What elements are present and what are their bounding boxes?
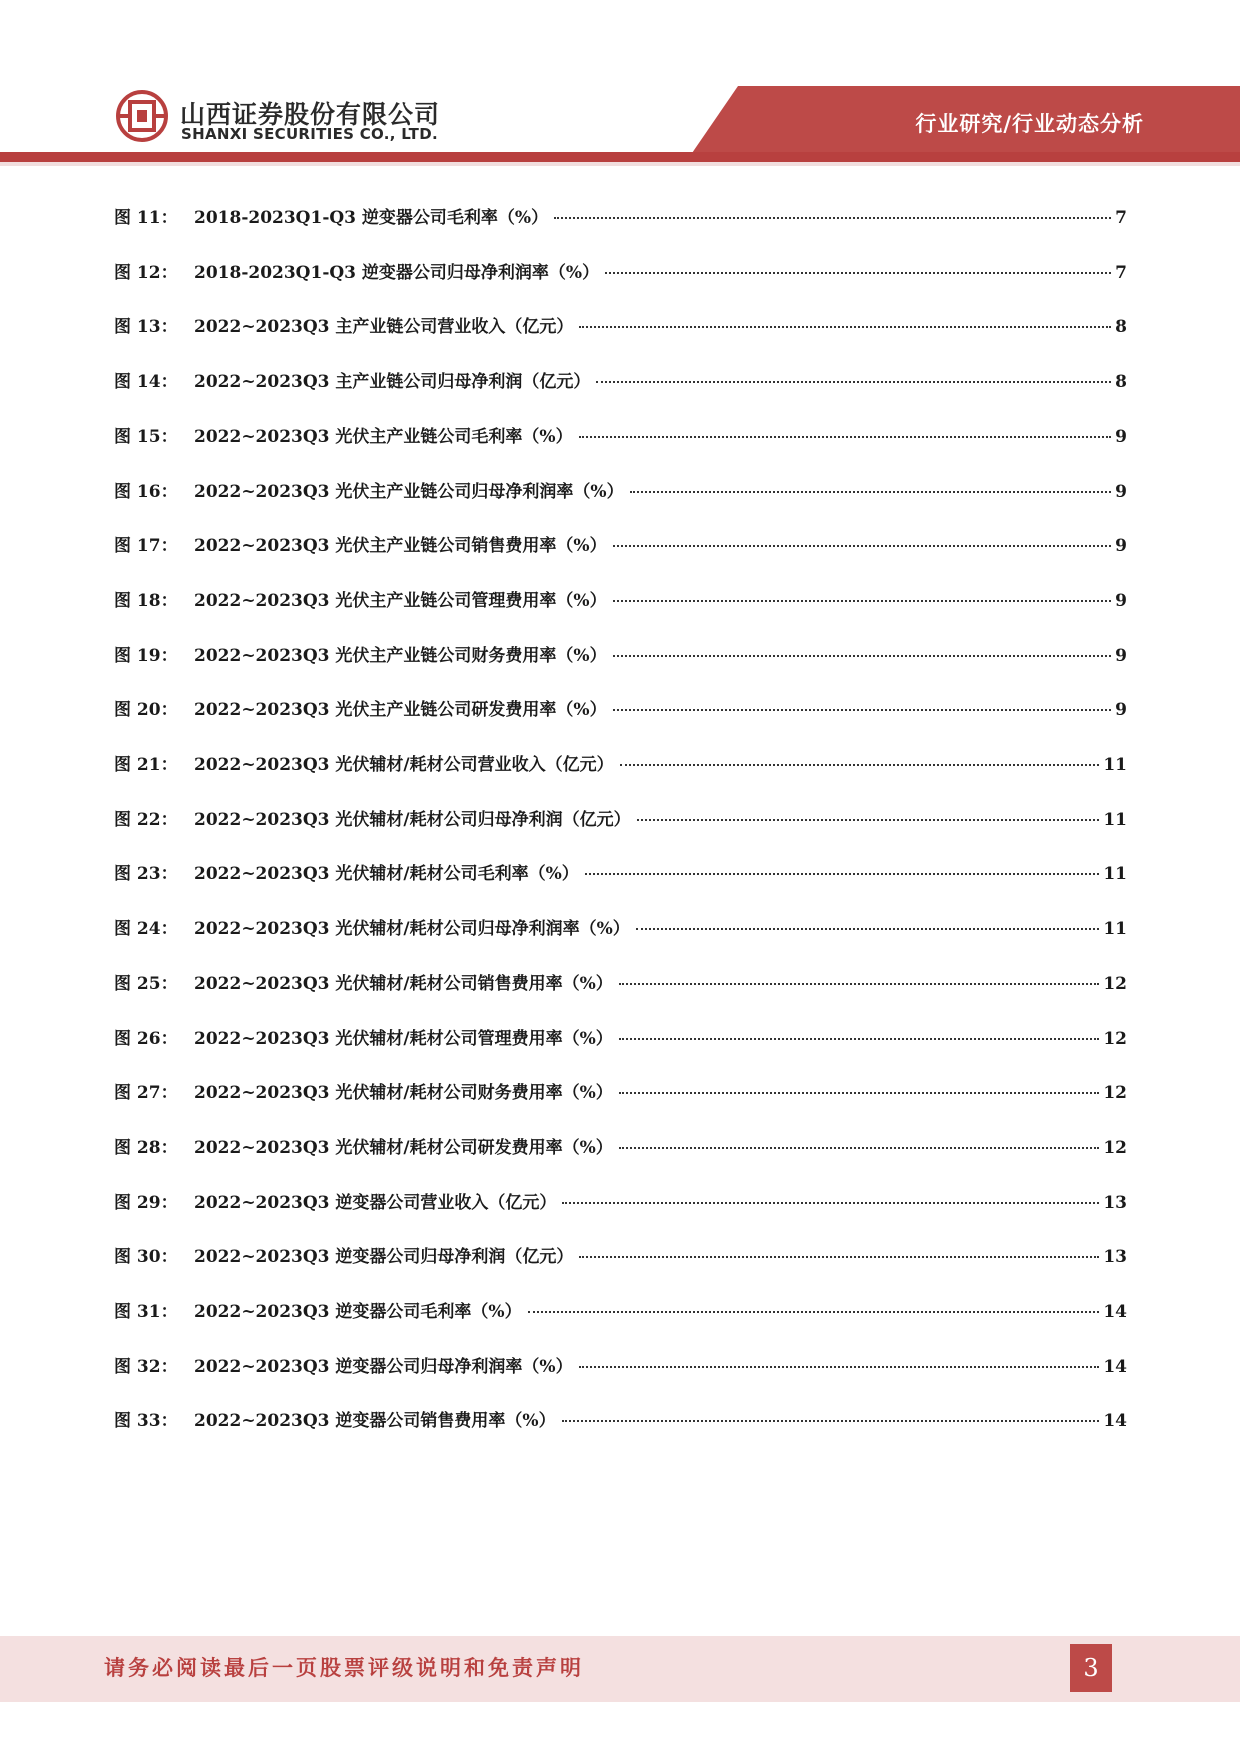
toc-entry-title: 2022~2023Q3 光伏辅材/耗材公司财务费用率（%） <box>194 1083 613 1104</box>
toc-entry-label: 图 25： <box>114 973 178 994</box>
toc-entry-label: 图 14： <box>114 372 178 393</box>
toc-entry-title: 2022~2023Q3 光伏辅材/耗材公司毛利率（%） <box>194 864 579 885</box>
toc-entry[interactable] <box>114 1133 1127 1161</box>
toc-entry-page: 12 <box>1103 973 1127 994</box>
toc-entry-title: 2022~2023Q3 逆变器公司归母净利润（亿元） <box>194 1247 574 1268</box>
toc-dot-leader <box>562 1202 1099 1204</box>
toc-entry-title: 2018-2023Q1-Q3 逆变器公司归母净利润率（%） <box>194 262 600 283</box>
toc-entry-label: 图 16： <box>114 481 178 502</box>
toc-entry-label: 图 33： <box>114 1411 178 1432</box>
toc-entry-page: 8 <box>1115 317 1127 338</box>
toc-entry-title: 2022~2023Q3 主产业链公司归母净利润（亿元） <box>194 372 591 393</box>
toc-entry[interactable] <box>114 1024 1127 1052</box>
toc-entry-page: 14 <box>1103 1302 1127 1322</box>
toc-dot-leader <box>613 709 1112 711</box>
toc-dot-leader <box>579 1366 1100 1368</box>
toc-entry-page: 14 <box>1103 1356 1127 1377</box>
toc-entry-page: 11 <box>1103 919 1127 940</box>
toc-entry-page: 13 <box>1103 1192 1127 1213</box>
toc-entry-title: 2022~2023Q3 光伏辅材/耗材公司研发费用率（%） <box>194 1137 613 1158</box>
toc-entry[interactable] <box>114 203 1127 231</box>
toc-entry-title: 2022~2023Q3 逆变器公司销售费用率（%） <box>194 1411 556 1432</box>
toc-entry[interactable] <box>114 477 1127 505</box>
toc-entry-label: 图 17： <box>114 536 178 557</box>
toc-entry[interactable] <box>114 1242 1127 1270</box>
toc-entry[interactable] <box>114 1352 1127 1380</box>
toc-dot-leader <box>613 655 1112 657</box>
toc-entry-label: 图 20： <box>114 700 178 721</box>
toc-entry[interactable] <box>114 805 1127 833</box>
toc-entry-label: 图 23： <box>114 864 178 885</box>
toc-entry-label: 图 21： <box>114 755 178 775</box>
toc-dot-leader <box>630 491 1112 493</box>
toc-entry-page: 12 <box>1103 1137 1127 1158</box>
toc-entry[interactable] <box>114 914 1127 942</box>
toc-entry[interactable] <box>114 750 1127 778</box>
toc-dot-leader <box>579 1256 1099 1258</box>
toc-entry-label: 图 11： <box>114 208 178 228</box>
toc-entry-title: 2022~2023Q3 逆变器公司营业收入（亿元） <box>194 1192 557 1213</box>
company-logo-icon <box>116 90 168 142</box>
toc-dot-leader <box>613 545 1112 547</box>
toc-dot-leader <box>620 764 1100 766</box>
company-name-en: SHANXI SECURITIES CO., LTD. <box>181 125 438 143</box>
toc-entry-title: 2022~2023Q3 主产业链公司营业收入（亿元） <box>194 317 574 338</box>
toc-entry-label: 图 30： <box>114 1247 178 1268</box>
toc-entry-label: 图 29： <box>114 1192 178 1213</box>
page-number: 3 <box>1070 1644 1112 1692</box>
toc-entry[interactable] <box>114 1188 1127 1216</box>
toc-entry-label: 图 27： <box>114 1083 178 1104</box>
toc-entry[interactable] <box>114 1406 1127 1434</box>
toc-entry-title: 2022~2023Q3 光伏辅材/耗材公司管理费用率（%） <box>194 1028 613 1049</box>
toc-dot-leader <box>613 600 1112 602</box>
toc-entry-page: 9 <box>1115 426 1127 447</box>
toc-entry-page: 11 <box>1103 755 1127 775</box>
toc-entry-label: 图 12： <box>114 262 178 283</box>
toc-entry[interactable] <box>114 586 1127 614</box>
toc-entry-title: 2022~2023Q3 逆变器公司归母净利润率（%） <box>194 1356 573 1377</box>
toc-entry-page: 12 <box>1103 1028 1127 1049</box>
toc-dot-leader <box>619 1147 1100 1149</box>
toc-entry-page: 11 <box>1103 809 1127 830</box>
toc-entry-label: 图 32： <box>114 1356 178 1377</box>
toc-dot-leader <box>619 1038 1100 1040</box>
toc-dot-leader <box>562 1420 1100 1422</box>
toc-dot-leader <box>579 326 1111 328</box>
toc-entry-page: 7 <box>1115 262 1127 283</box>
toc-entry-title: 2022~2023Q3 光伏主产业链公司毛利率（%） <box>194 426 573 447</box>
toc-entry-title: 2022~2023Q3 光伏主产业链公司管理费用率（%） <box>194 590 607 611</box>
toc-entry-page: 9 <box>1115 481 1127 502</box>
toc-entry-page: 13 <box>1103 1247 1127 1268</box>
toc-entry-title: 2022~2023Q3 光伏辅材/耗材公司销售费用率（%） <box>194 973 613 994</box>
toc-entry-page: 11 <box>1103 864 1127 885</box>
toc-entry-label: 图 15： <box>114 426 178 447</box>
toc-entry-title: 2022~2023Q3 光伏辅材/耗材公司营业收入（亿元） <box>194 755 614 775</box>
page-header <box>0 0 1240 170</box>
toc-entry-label: 图 13： <box>114 317 178 338</box>
toc-dot-leader <box>528 1311 1100 1313</box>
toc-entry-page: 9 <box>1115 536 1127 557</box>
header-rule <box>0 152 1240 162</box>
toc-entry-title: 2022~2023Q3 光伏主产业链公司归母净利润率（%） <box>194 481 624 502</box>
toc-entry-label: 图 24： <box>114 919 178 940</box>
toc-entry-page: 9 <box>1115 590 1127 611</box>
toc-entry[interactable] <box>114 1078 1127 1106</box>
toc-dot-leader <box>619 983 1100 985</box>
toc-entry-label: 图 26： <box>114 1028 178 1049</box>
toc-entry-page: 9 <box>1115 700 1127 721</box>
toc-entry-title: 2022~2023Q3 光伏主产业链公司销售费用率（%） <box>194 536 607 557</box>
toc-entry-page: 14 <box>1103 1411 1127 1432</box>
toc-entry[interactable] <box>114 312 1127 340</box>
toc-entry[interactable] <box>114 695 1127 723</box>
toc-entry[interactable] <box>114 422 1127 450</box>
toc-entry[interactable] <box>114 258 1127 286</box>
toc-entry-title: 2022~2023Q3 光伏辅材/耗材公司归母净利润（亿元） <box>194 809 631 830</box>
toc-entry-page: 9 <box>1115 645 1127 666</box>
toc-entry[interactable] <box>114 969 1127 997</box>
header-section-label: 行业研究/行业动态分析 <box>915 112 1144 136</box>
header-band <box>0 162 1240 166</box>
toc-entry-label: 图 28： <box>114 1137 178 1158</box>
company-name-cn: 山西证券股份有限公司 <box>180 100 441 129</box>
toc-entry-title: 2022~2023Q3 光伏主产业链公司研发费用率（%） <box>194 700 607 721</box>
toc-entry-title: 2022~2023Q3 逆变器公司毛利率（%） <box>194 1302 522 1322</box>
toc-entry-label: 图 18： <box>114 590 178 611</box>
toc-dot-leader <box>579 436 1112 438</box>
toc-entry-title: 2022~2023Q3 光伏主产业链公司财务费用率（%） <box>194 645 607 666</box>
toc-entry-page: 8 <box>1115 372 1127 393</box>
toc-entry-page: 12 <box>1103 1083 1127 1104</box>
toc-dot-leader <box>637 819 1100 821</box>
toc-entry[interactable] <box>114 367 1127 395</box>
toc-dot-leader <box>636 928 1100 930</box>
toc-entry-label: 图 31： <box>114 1302 178 1322</box>
toc-entry-title: 2022~2023Q3 光伏辅材/耗材公司归母净利润率（%） <box>194 919 630 940</box>
toc-entry[interactable] <box>114 531 1127 559</box>
toc-dot-leader <box>619 1092 1100 1094</box>
toc-dot-leader <box>605 272 1111 274</box>
toc-entry-title: 2018-2023Q1-Q3 逆变器公司毛利率（%） <box>194 208 549 228</box>
toc-entry-page: 7 <box>1115 208 1127 228</box>
toc-entry[interactable] <box>114 1297 1127 1325</box>
toc-entry[interactable] <box>114 859 1127 887</box>
footer-disclaimer: 请务必阅读最后一页股票评级说明和免责声明 <box>104 1656 584 1680</box>
toc-dot-leader <box>554 217 1111 219</box>
toc-entry-label: 图 22： <box>114 809 178 830</box>
toc-dot-leader <box>585 873 1100 875</box>
toc-entry[interactable] <box>114 641 1127 669</box>
toc-dot-leader <box>596 381 1111 383</box>
toc-entry-label: 图 19： <box>114 645 178 666</box>
